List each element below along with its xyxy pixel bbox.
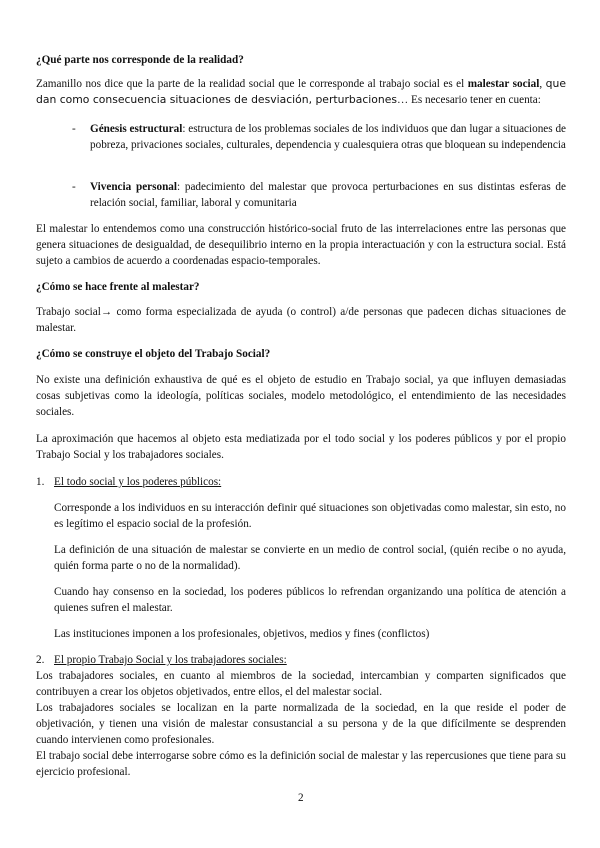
bullet-dash: - [72, 123, 76, 135]
bullet-genesis [72, 121, 567, 153]
item-2-number: 2. [36, 654, 45, 666]
indent-paragraph-1: Corresponde a los individuos en su interacción definir qué situaciones son objetivadas como malestar, sin esto, no es legítimo el espacio social de la profesión. [54, 502, 566, 530]
numbered-item-1 [36, 474, 221, 490]
bullet-vivencia [72, 179, 566, 211]
bullet-vivencia-text: : padecimiento del malestar que provoca perturbaciones en sus distintas esferas de relación social, familiar, laboral y comunitaria [90, 181, 566, 209]
paragraph-aproximacion: La aproximación que hacemos al objeto esta mediatizada por el todo social y los poderes públicos y por el propio Trabajo Social y los trabajadores sociales. [36, 433, 566, 461]
heading-frente: ¿Cómo se hace frente al malestar? [36, 281, 200, 293]
p1-bold-malestar: malestar social [467, 78, 540, 90]
p3-text-b: como forma especializada de ayuda (o control) a/de personas que padecen dichas situaciones de malestar. [36, 306, 566, 334]
paragraph-trabajo-social [36, 304, 566, 336]
paragraph-trabajadores-2: Los trabajadores sociales se localizan en la parte normalizada de la sociedad, en la que reside el poder de objetivación, y tienen una visión de malestar consustancial a su persona y de la que difícilmente se desprenden cuando intervienen como profesionales. [36, 702, 566, 746]
heading-objeto: ¿Cómo se construye el objeto del Trabajo Social? [36, 348, 271, 360]
p1-sans-text: que dan como consecuencia situaciones de desviación, perturbaciones [36, 77, 566, 106]
p1-text-c: , [539, 78, 546, 90]
bullet-genesis-label: Génesis estructural [90, 123, 183, 135]
indent-paragraph-3: Cuando hay consenso en la sociedad, los poderes públicos lo refrendan organizando una política de atención a quienes sufren el malestar. [54, 586, 566, 614]
bullet-genesis-text: : estructura de los problemas sociales de los individuos que dan lugar a situaciones de pobreza, privaciones sociales, culturales, dependencia y cualesquiera otras que bloquean su independencia [90, 123, 567, 151]
heading-realidad: ¿Qué parte nos corresponde de la realidad? [36, 54, 244, 66]
p1-text-a: Zamanillo nos dice que la parte de la realidad social que le corresponde al trabajo social es el [36, 78, 468, 90]
paragraph-zamanillo [36, 76, 566, 108]
p1-text-e: … Es necesario tener en cuenta: [397, 94, 541, 106]
paragraph-malestar: El malestar lo entendemos como una construcción histórico-social fruto de las interrelaciones entre las personas que genera situaciones de desigualdad, de desequilibrio interno en la propia interactuación y con la estructura social. Está sujeto a cambios de acuerdo a coordenadas espacio-temporales. [36, 223, 566, 267]
paragraph-definicion: No existe una definición exhaustiva de qué es el objeto de estudio en Trabajo social, ya que influyen demasiadas cosas subjetivas como la ideología, políticas sociales, modelo metodológico, el entendimiento de las necesidades sociales. [36, 374, 566, 418]
paragraph-trabajadores-1: Los trabajadores sociales, en cuanto al miembros de la sociedad, intercambian y comparten significados que contribuyen a crear los objetos objetivados, entre ellos, el del malestar social. [36, 670, 566, 698]
page-number: 2 [298, 792, 304, 804]
indent-paragraph-2: La definición de una situación de malestar se convierte en un medio de control social, (quién recibe o no ayuda, quién forma parte o no de la normalidad). [54, 544, 566, 572]
bullet-dash: - [72, 181, 76, 193]
item-2-title: El propio Trabajo Social y los trabajadores sociales: [54, 654, 287, 666]
item-1-number: 1. [36, 476, 45, 488]
numbered-item-2 [36, 652, 287, 668]
indent-paragraph-4: Las instituciones imponen a los profesionales, objetivos, medios y fines (conflictos) [54, 628, 430, 640]
paragraph-interrogarse: El trabajo social debe interrogarse sobre cómo es la definición social de malestar y las repercusiones que tiene para su ejercicio profesional. [36, 750, 566, 778]
arrow-icon: → [100, 306, 113, 318]
p3-text-a: Trabajo social [36, 306, 101, 318]
item-1-title: El todo social y los poderes públicos: [54, 476, 222, 488]
bullet-vivencia-label: Vivencia personal [90, 181, 177, 193]
